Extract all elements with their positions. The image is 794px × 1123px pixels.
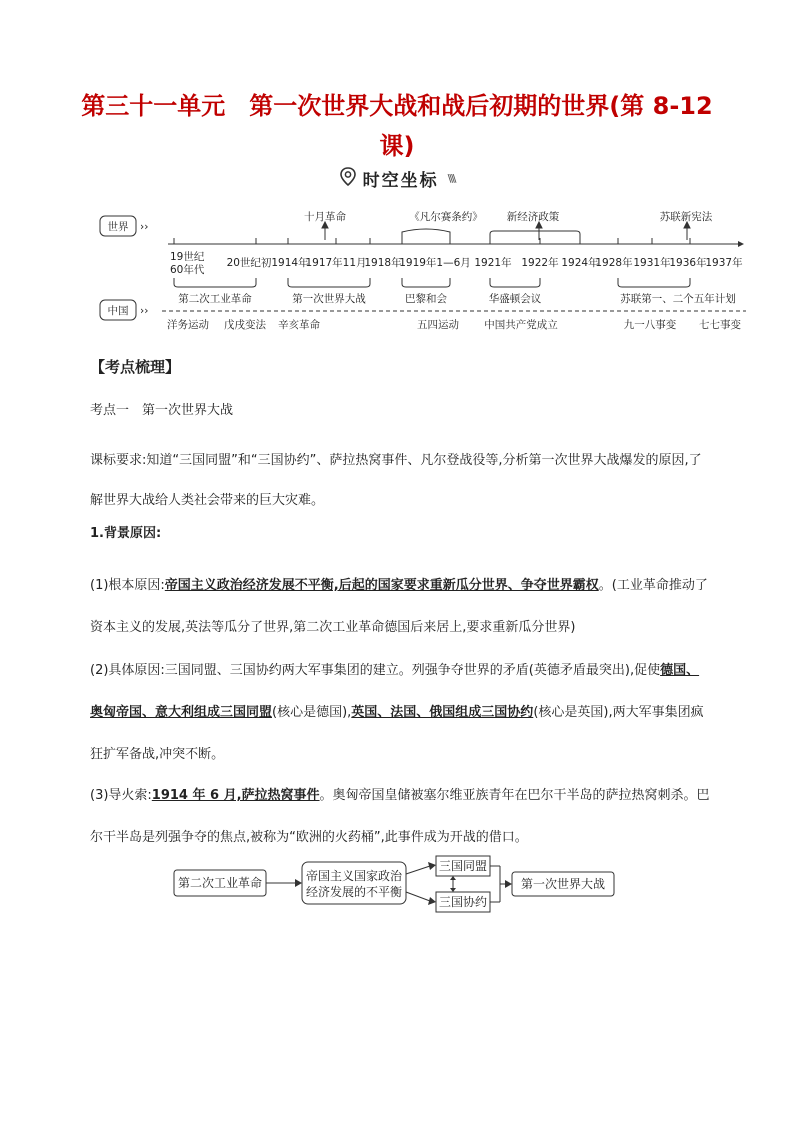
flow-arrow-icon <box>295 879 302 887</box>
china-event: 洋务运动 <box>167 319 209 331</box>
map-pin-icon <box>339 167 357 191</box>
p1-prefix: (1)根本原因: <box>90 578 165 593</box>
china-event: 中国共产党成立 <box>484 319 558 331</box>
tick-label: 1931年 <box>633 257 671 269</box>
world-label: 世界 <box>107 221 129 233</box>
tick-label: 1937年 <box>705 257 743 269</box>
p2-rest: (核心是英国),两大军事集团疯狂扩军备战,冲突不断。 <box>90 705 704 762</box>
china-event: 五四运动 <box>417 319 459 331</box>
world-event-october-revolution: 十月革命 <box>304 211 346 223</box>
china-period-five-year-plans: 苏联第一、二个五年计划 <box>620 293 736 305</box>
flow-box-imbalance-line2: 经济发展的不平衡 <box>305 885 403 899</box>
section-heading: 【考点梳理】 <box>90 358 181 376</box>
topic-title: 考点一 第一次世界大战 <box>90 403 234 418</box>
china-period-wwi: 第一次世界大战 <box>292 293 366 305</box>
tick-label-1860s-2: 60年代 <box>170 264 205 276</box>
flow-box-wwi-text: 第一次世界大战 <box>520 877 606 891</box>
flow-arrow-icon <box>450 876 456 880</box>
coordinate-label: 时空坐标 <box>362 171 439 191</box>
p3-sarajevo: 1914 年 6 月,萨拉热窝事件 <box>151 788 320 803</box>
tick-label: 1922年 <box>521 257 559 269</box>
p1-rest: 。(工业革命推动了资本主义的发展,英法等瓜分了世界,第二次工业革命德国后来居上,要求重新瓜分世界) <box>90 578 708 635</box>
china-period-industrial-revolution: 第二次工业革命 <box>178 293 252 305</box>
world-event-soviet-constitution: 苏联新宪法 <box>659 211 713 223</box>
flow-arrow-icon <box>428 862 436 870</box>
versailles-bracket <box>402 229 450 240</box>
flow-arrow-icon <box>428 897 436 905</box>
timeline-arrow-head <box>738 241 744 247</box>
flow-box-industrial-revolution-text: 第二次工业革命 <box>177 876 263 890</box>
flow-arrow-icon <box>450 888 456 892</box>
timeline <box>96 198 756 342</box>
china-event: 辛亥革命 <box>278 319 320 331</box>
paragraph-specific-cause <box>90 650 710 776</box>
china-label: 中国 <box>107 305 129 317</box>
flow-box-triple-entente-text: 三国协约 <box>438 895 488 909</box>
decor-slashes: \\\\ <box>447 172 455 185</box>
flow-box-triple-alliance-text: 三国同盟 <box>438 859 488 873</box>
p2-triple-alliance: 德国、奥匈帝国、意大利组成三国同盟 <box>90 663 700 720</box>
paragraph-root-cause <box>90 565 710 649</box>
tick-label: 1914年 <box>271 257 309 269</box>
china-event: 戊戌变法 <box>224 319 266 331</box>
p3-rest: 。奥匈帝国皇储被塞尔维亚族青年在巴尔干半岛的萨拉热窝刺杀。巴尔干半岛是列强争夺的焦点,被称为“欧洲的火药桶”,此事件成为开战的借口。 <box>90 788 710 845</box>
tick-label: 1917年11月 <box>305 257 367 269</box>
background-title: 1.背景原因: <box>90 526 162 541</box>
p2-prefix: (2)具体原因:三国同盟、三国协约两大军事集团的建立。列强争夺世界的矛盾(英德矛盾最突出),促使 <box>90 663 661 678</box>
paragraph-trigger <box>90 775 710 859</box>
world-event-versailles: 《凡尔赛条约》 <box>409 211 483 223</box>
p2-triple-entente: 英国、法国、俄国组成三国协约 <box>351 705 534 720</box>
china-arrow-icon: ›› <box>140 305 149 317</box>
tick-label: 20世纪初 <box>226 257 272 269</box>
p1-key-point: 帝国主义政治经济发展不平衡,后起的国家要求重新瓜分世界、争夺世界霸权 <box>164 578 599 593</box>
curriculum-standard: 课标要求:知道“三国同盟”和“三国协约”、萨拉热窝事件、凡尔登战役等,分析第一次世界大战爆发的原因,了解世界大战给人类社会带来的巨大灾难。 <box>90 453 702 508</box>
china-event: 九一八事变 <box>623 319 677 331</box>
tick-label: 1928年 <box>595 257 633 269</box>
tick-label: 1936年 <box>669 257 707 269</box>
page-title: 第三十一单元 第一次世界大战和战后初期的世界(第 8-12 课) <box>81 92 713 160</box>
china-period-paris-conference: 巴黎和会 <box>405 293 447 305</box>
china-event: 七七事变 <box>699 319 741 331</box>
china-period-washington-conference: 华盛顿会议 <box>488 293 542 305</box>
tick-label: 1924年 <box>561 257 599 269</box>
tick-label: 1921年 <box>474 257 512 269</box>
time-space-coordinate-header <box>0 166 794 191</box>
tick-label-1860s: 19世纪 <box>170 251 205 263</box>
cause-flowchart <box>168 852 628 926</box>
world-arrow-icon: ›› <box>140 221 149 233</box>
world-event-nep: 新经济政策 <box>506 211 560 223</box>
flow-box-imbalance-line1: 帝国主义国家政治 <box>305 869 403 883</box>
p3-prefix: (3)导火索: <box>90 788 152 803</box>
tick-label: 1919年1—6月 <box>399 257 471 269</box>
flow-arrow-icon <box>505 880 512 888</box>
nep-bracket <box>490 231 580 240</box>
p2-mid: (核心是德国), <box>272 705 352 720</box>
tick-label: 1918年 <box>364 257 402 269</box>
